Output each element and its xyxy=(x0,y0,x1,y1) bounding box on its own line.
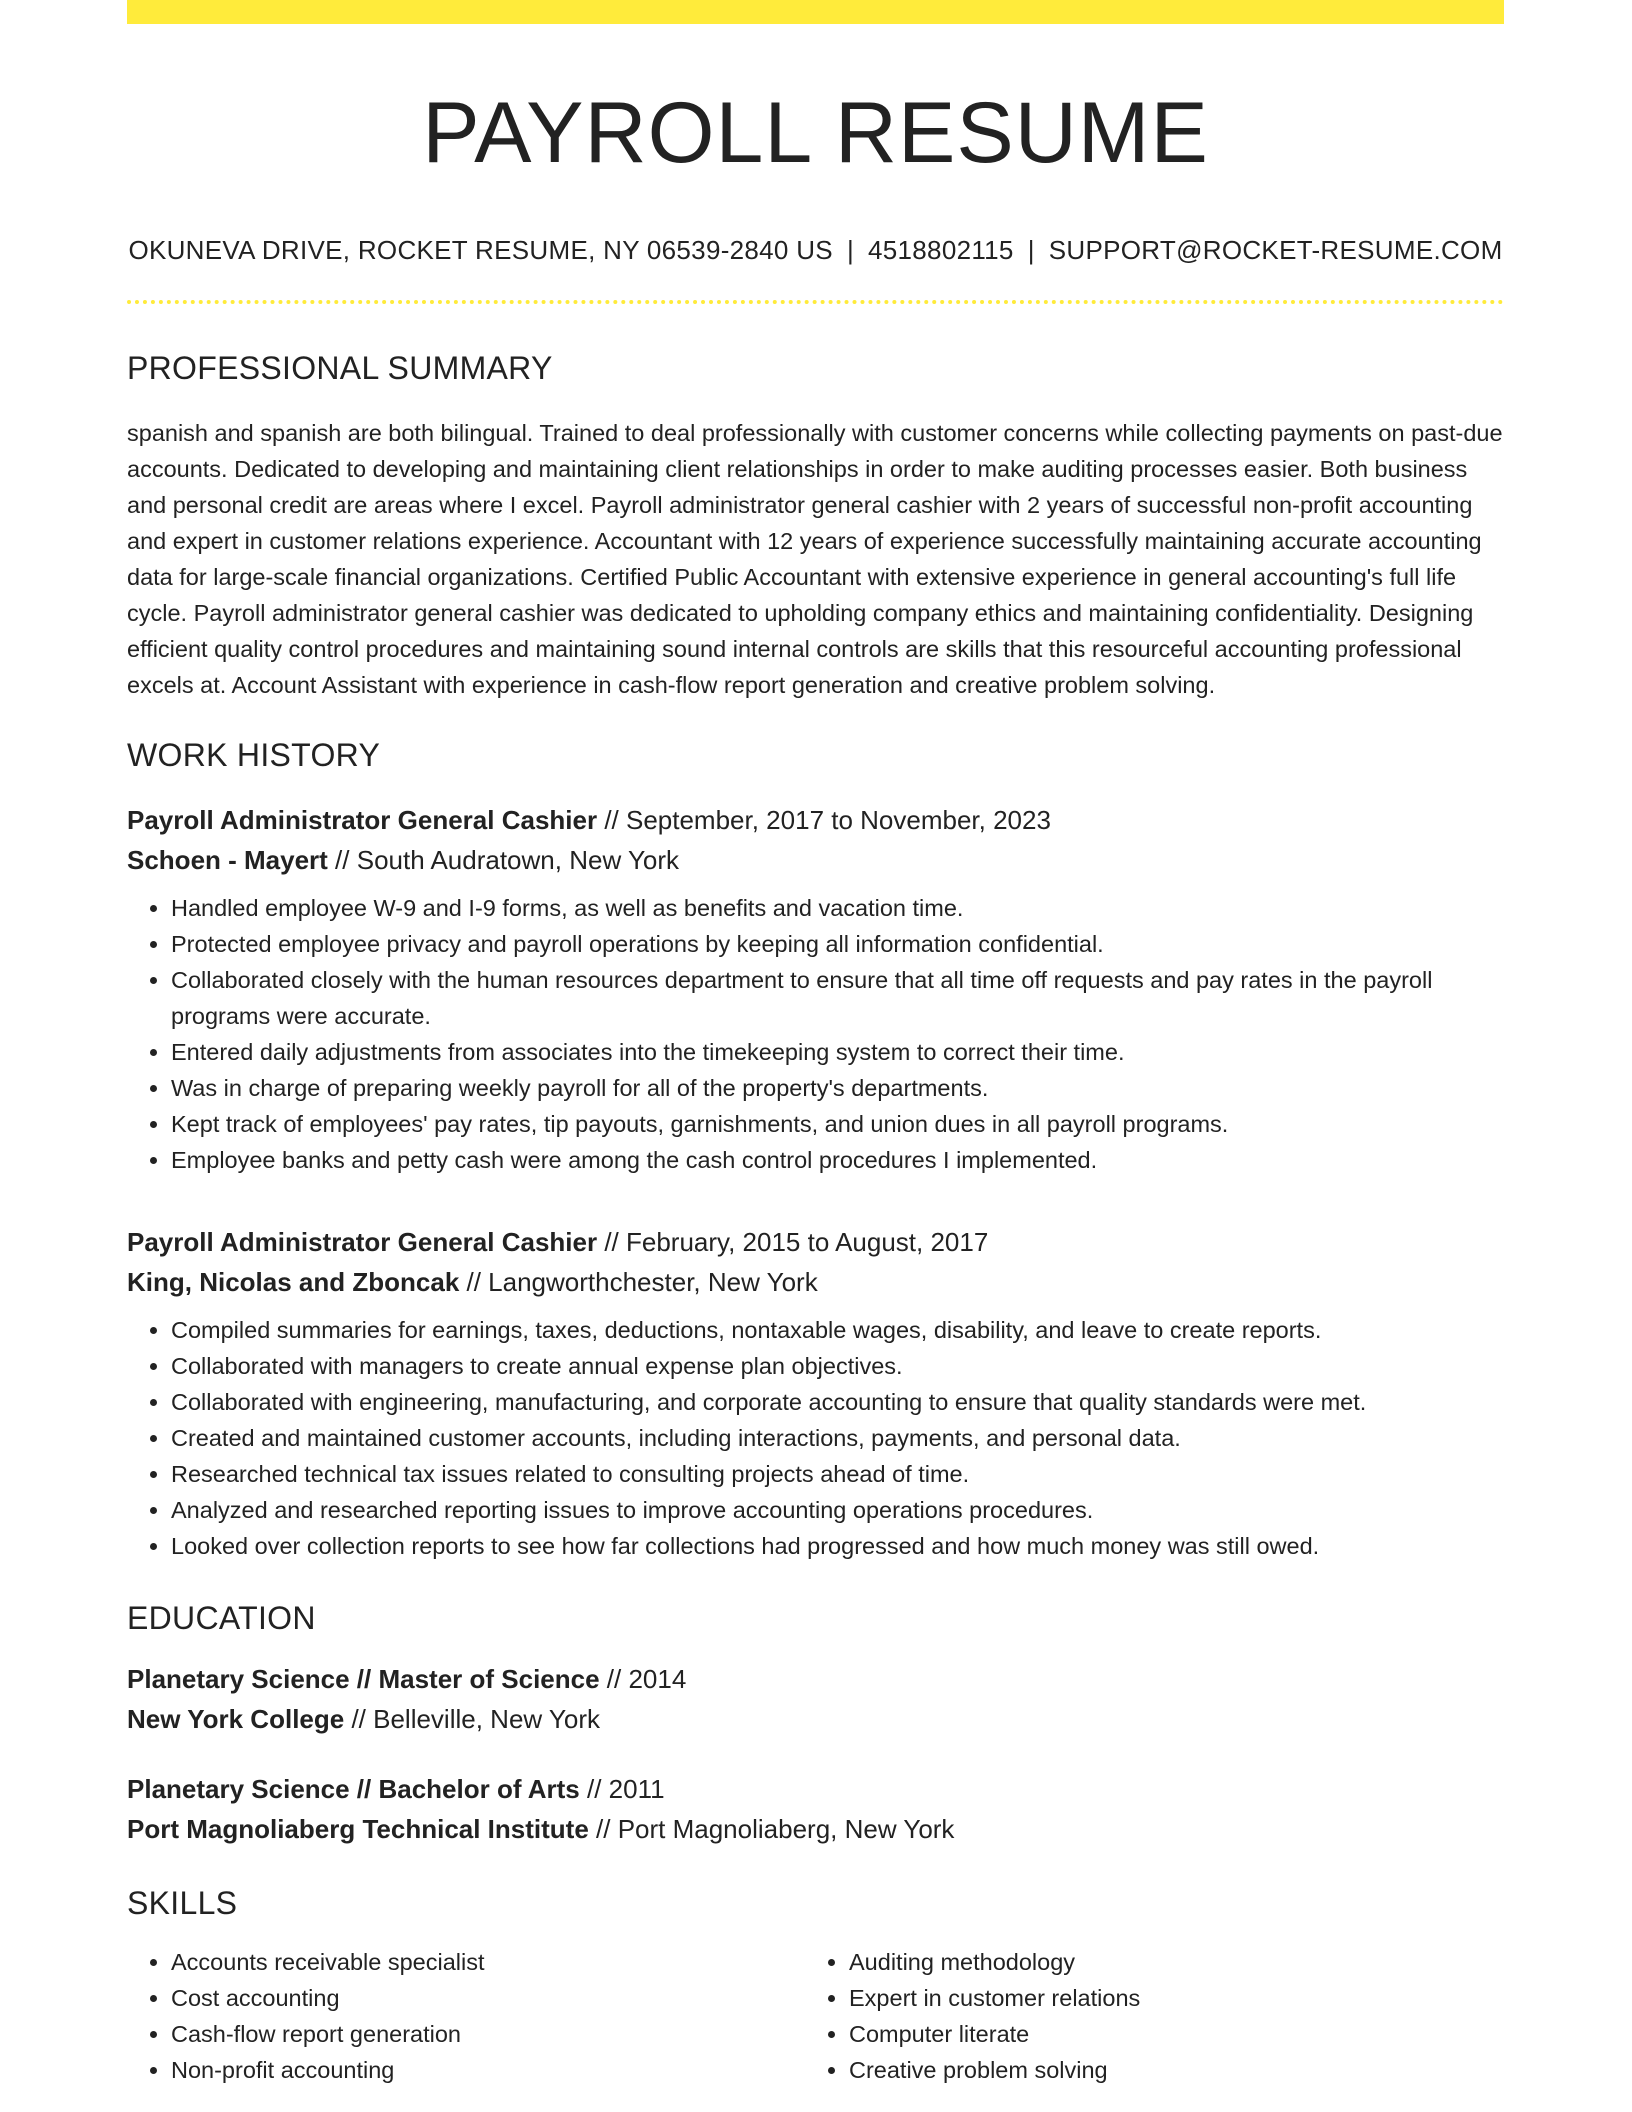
list-item: • Kept track of employees' pay rates, tip payouts, garnishments, and union dues in all payroll programs. xyxy=(171,1106,1504,1142)
work-history-section xyxy=(127,737,1504,1564)
skill-item: • Non-profit accounting xyxy=(171,2052,805,2088)
list-item: • Created and maintained customer accounts, including interactions, payments, and personal data. xyxy=(171,1420,1504,1456)
job-company-line xyxy=(127,1262,1504,1302)
list-item: • Researched technical tax issues related to consulting projects ahead of time. xyxy=(171,1456,1504,1492)
list-item: • Protected employee privacy and payroll operations by keeping all information confidential. xyxy=(171,926,1504,962)
contact-line xyxy=(127,235,1504,266)
skills-heading: SKILLS xyxy=(127,1884,238,1921)
contact-separator: | xyxy=(1027,234,1035,265)
skill-item: • Accounts receivable specialist xyxy=(171,1944,805,1980)
school-location: // Belleville, New York xyxy=(344,1703,601,1734)
school-location: // Port Magnoliaberg, New York xyxy=(588,1813,955,1844)
job-company-line xyxy=(127,840,1504,880)
job-title: Payroll Administrator General Cashier xyxy=(127,1226,598,1257)
skills-column-right xyxy=(805,1944,1489,2088)
school-line xyxy=(127,1699,1504,1739)
work-history-heading: WORK HISTORY xyxy=(127,736,381,773)
school-name: New York College xyxy=(127,1703,345,1734)
list-item: • Collaborated closely with the human resources department to ensure that all time off requests and pay rates in the payroll programs were accurate. xyxy=(171,962,1504,1034)
job-title-line xyxy=(127,1222,1504,1262)
education-heading: EDUCATION xyxy=(127,1599,316,1636)
education-entry xyxy=(127,1769,1504,1849)
job-entry xyxy=(127,800,1504,1178)
list-item: • Handled employee W-9 and I-9 forms, as well as benefits and vacation time. xyxy=(171,890,1504,926)
degree: Planetary Science // Bachelor of Arts xyxy=(127,1773,580,1804)
resume-title: PAYROLL RESUME xyxy=(422,85,1209,181)
job-bullets xyxy=(127,1312,1504,1564)
summary-text: spanish and spanish are both bilingual. Trained to deal professionally with customer concerns while collecting payments on past-due accounts. Dedicated to developing and maintaining client relationships in order to make auditing processes easier. Both business and personal credit are areas where I excel. Payroll administrator general cashier with 2 years of successful non-profit accounting and expert in customer relations experience. Accountant with 12 years of experience successfully maintaining accurate accounting data for large-scale financial organizations. Certified Public Accountant with extensive experience in general accounting's full life cycle. Payroll administrator general cashier was dedicated to upholding company ethics and maintaining confidentiality. Designing efficient quality control procedures and maintaining sound internal controls are skills that this resourceful accounting professional excels at. Account Assistant with experience in cash-flow report generation and creative problem solving. xyxy=(127,419,1503,698)
degree-line xyxy=(127,1659,1504,1699)
summary-heading: PROFESSIONAL SUMMARY xyxy=(127,349,553,386)
degree: Planetary Science // Master of Science xyxy=(127,1663,600,1694)
dotted-divider xyxy=(127,300,1504,304)
school-line xyxy=(127,1809,1504,1849)
degree-year: // 2014 xyxy=(599,1663,687,1694)
list-item: • Collaborated with managers to create annual expense plan objectives. xyxy=(171,1348,1504,1384)
summary-section xyxy=(127,350,1504,703)
job-entry xyxy=(127,1222,1504,1564)
contact-address: OKUNEVA DRIVE, ROCKET RESUME, NY 06539-2840 US xyxy=(128,234,833,265)
school-name: Port Magnoliaberg Technical Institute xyxy=(127,1813,589,1844)
degree-year: // 2011 xyxy=(579,1773,665,1804)
skill-item: • Cash-flow report generation xyxy=(171,2016,805,2052)
degree-line xyxy=(127,1769,1504,1809)
skills-column-left xyxy=(127,1944,805,2088)
skill-item: • Cost accounting xyxy=(171,1980,805,2016)
skills-section xyxy=(127,1885,1504,2088)
contact-email: SUPPORT@ROCKET-RESUME.COM xyxy=(1048,234,1503,265)
list-item: • Collaborated with engineering, manufacturing, and corporate accounting to ensure that quality standards were met. xyxy=(171,1384,1504,1420)
skill-item: • Expert in customer relations xyxy=(849,1980,1489,2016)
contact-phone: 4518802115 xyxy=(868,234,1014,265)
skills-grid xyxy=(127,1944,1504,2088)
education-section xyxy=(127,1600,1504,1849)
job-company: Schoen - Mayert xyxy=(127,844,328,875)
education-entry xyxy=(127,1659,1504,1739)
list-item: • Compiled summaries for earnings, taxes, deductions, nontaxable wages, disability, and leave to create reports. xyxy=(171,1312,1504,1348)
job-dates: // September, 2017 to November, 2023 xyxy=(597,804,1051,835)
job-location: // South Audratown, New York xyxy=(327,844,680,875)
job-title-line xyxy=(127,800,1504,840)
job-bullets xyxy=(127,890,1504,1178)
skill-item: • Creative problem solving xyxy=(849,2052,1489,2088)
contact-separator: | xyxy=(846,234,855,265)
job-company: King, Nicolas and Zboncak xyxy=(127,1266,460,1297)
job-dates: // February, 2015 to August, 2017 xyxy=(597,1226,989,1257)
list-item: • Looked over collection reports to see how far collections had progressed and how much money was still owed. xyxy=(171,1528,1504,1564)
list-item: • Entered daily adjustments from associates into the timekeeping system to correct their time. xyxy=(171,1034,1504,1070)
skill-item: • Computer literate xyxy=(849,2016,1489,2052)
resume-page xyxy=(127,0,1504,2088)
job-location: // Langworthchester, New York xyxy=(459,1266,818,1297)
job-title: Payroll Administrator General Cashier xyxy=(127,804,598,835)
list-item: • Was in charge of preparing weekly payroll for all of the property's departments. xyxy=(171,1070,1504,1106)
list-item: • Analyzed and researched reporting issues to improve accounting operations procedures. xyxy=(171,1492,1504,1528)
top-accent-bar xyxy=(127,0,1504,24)
list-item: • Employee banks and petty cash were among the cash control procedures I implemented. xyxy=(171,1142,1504,1178)
skill-item: • Auditing methodology xyxy=(849,1944,1489,1980)
